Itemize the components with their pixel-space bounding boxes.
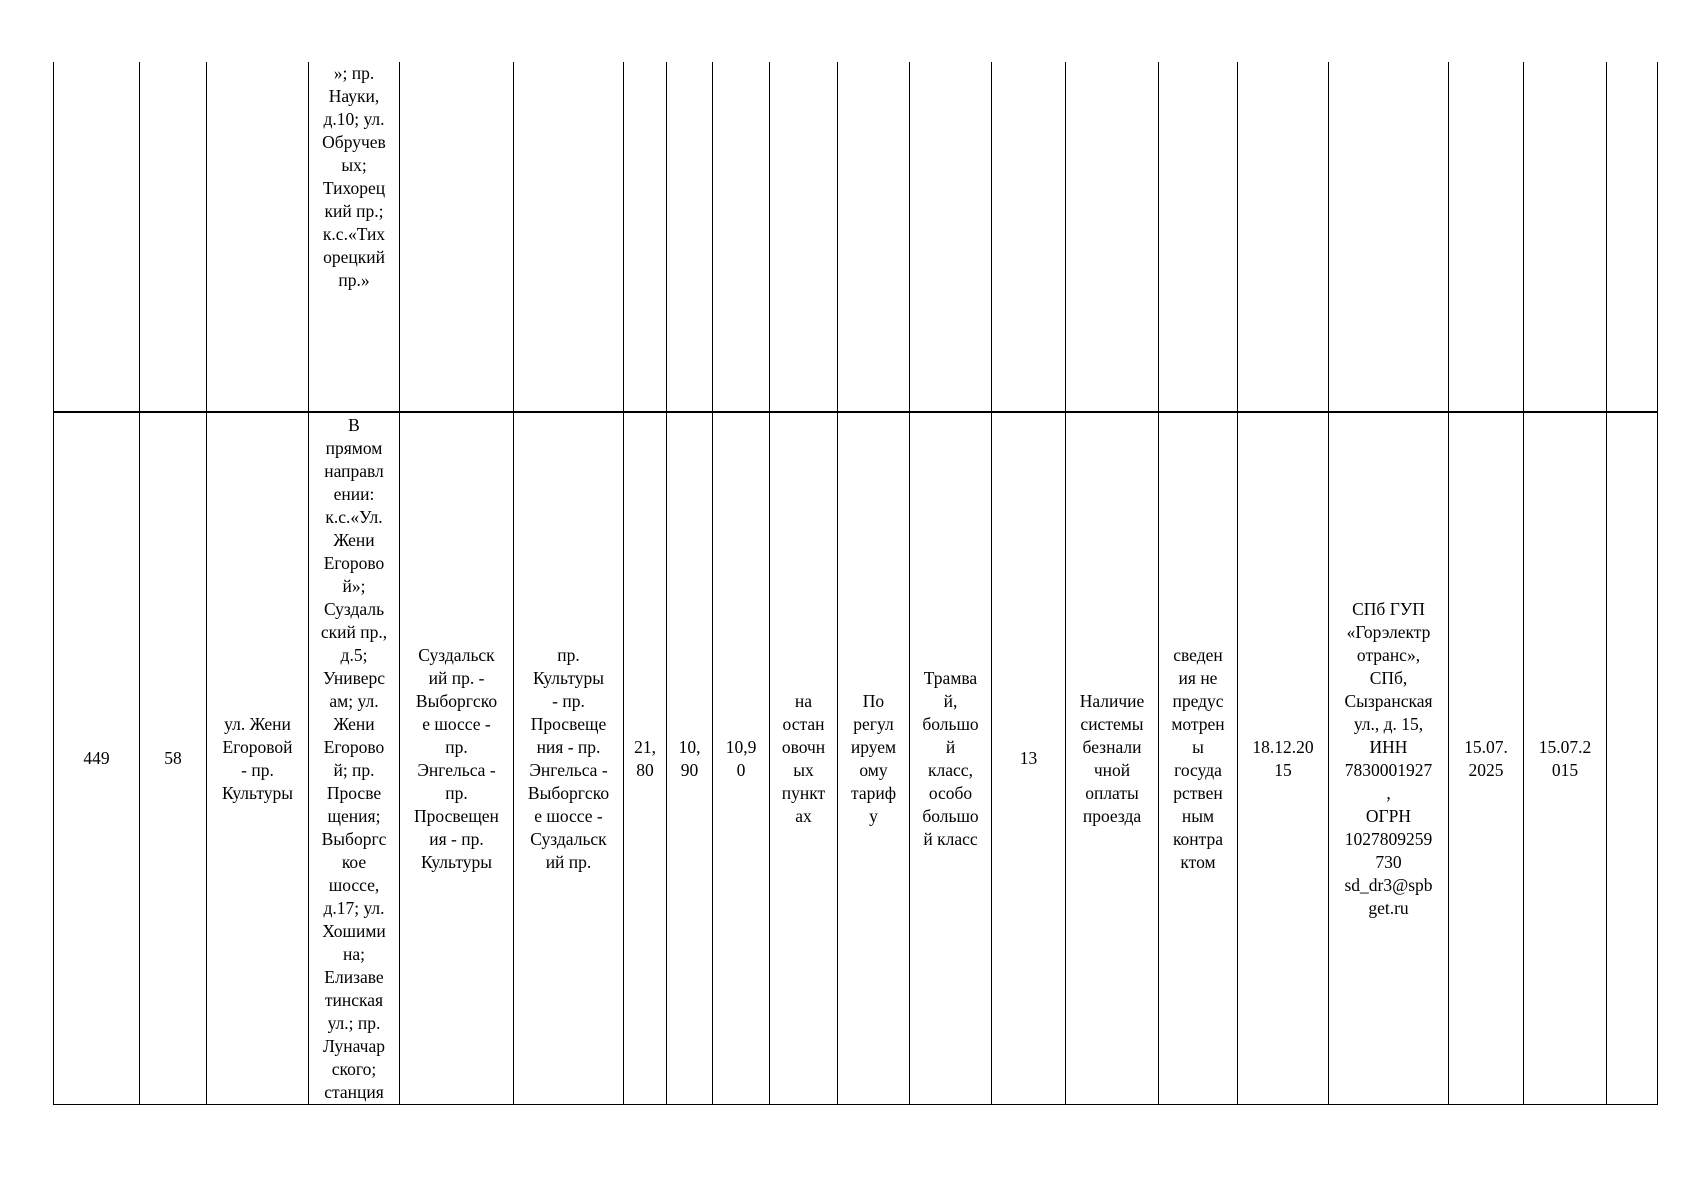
total-length-cell: 21, 80 [624, 412, 667, 1105]
backward-streets-cell [514, 62, 624, 412]
environmental-class-cell: сведен ия не предус мотрен ы госуда рствен ным контра ктом [1159, 412, 1238, 1105]
vehicle-features-cell: Наличие системы безнали чной оплаты проезда [1066, 412, 1159, 1105]
forward-length-cell [667, 62, 713, 412]
contract-end-cell: 15.07. 2025 [1449, 412, 1524, 1105]
contract-start-cell: 15.07.2 015 [1524, 412, 1607, 1105]
table-row [54, 412, 1658, 1105]
forward-streets-cell: Суздальск ий пр. - Выборгско е шоссе - пр. Энгельса - пр. Просвещен ия - пр. Культуры [400, 412, 514, 1105]
vehicle-type-cell [910, 62, 992, 412]
contract-end-cell [1449, 62, 1524, 412]
route-number-cell [140, 62, 207, 412]
boarding-order-cell: на остан овочн ых пункт ах [770, 412, 838, 1105]
notes-cell [1607, 412, 1658, 1105]
backward-streets-cell: пр. Культуры - пр. Просвеще ния - пр. Энгельса - Выборгско е шоссе - Суздальск ий пр. [514, 412, 624, 1105]
backward-length-cell: 10,9 0 [713, 412, 770, 1105]
boarding-order-cell [770, 62, 838, 412]
vehicle-features-cell [1066, 62, 1159, 412]
stops-cell: »; пр. Науки, д.10; ул. Обручев ых; Тихорец кий пр.; к.с.«Тих орецкий пр.» [309, 62, 400, 412]
route-name-cell [207, 62, 309, 412]
vehicle-count-cell [992, 62, 1066, 412]
carrier-cell: СПб ГУП «Горэлектр отранс», СПб, Сызранская ул., д. 15, ИНН 7830001927 , ОГРН 1027809259 730 sd_dr3@spb get.ru [1329, 412, 1449, 1105]
backward-length-cell [713, 62, 770, 412]
table-row [54, 62, 1658, 412]
route-number-cell: 58 [140, 412, 207, 1105]
start-date-cell: 18.12.20 15 [1238, 412, 1329, 1105]
vehicle-type-cell: Трамва й, большо й класс, особо большо й класс [910, 412, 992, 1105]
total-length-cell [624, 62, 667, 412]
route-registry-table [53, 62, 1658, 1105]
tariff-type-cell [838, 62, 910, 412]
forward-length-cell: 10, 90 [667, 412, 713, 1105]
contract-start-cell [1524, 62, 1607, 412]
carrier-cell [1329, 62, 1449, 412]
tariff-type-cell: По регул ируем ому тариф у [838, 412, 910, 1105]
stops-cell: В прямом направл ении: к.с.«Ул. Жени Егорово й»; Суздаль ский пр., д.5; Универс ам; ул. Жени Егорово й; пр. Просве щения; Выборгс кое шоссе, д.17; ул. Хошими на; Елизаве тинская ул.; пр. Луначар ского; станция [309, 412, 400, 1105]
vehicle-count-cell: 13 [992, 412, 1066, 1105]
route-name-cell: ул. Жени Егоровой - пр. Культуры [207, 412, 309, 1105]
row-number-cell [54, 62, 140, 412]
notes-cell [1607, 62, 1658, 412]
environmental-class-cell [1159, 62, 1238, 412]
row-number-cell: 449 [54, 412, 140, 1105]
forward-streets-cell [400, 62, 514, 412]
start-date-cell [1238, 62, 1329, 412]
